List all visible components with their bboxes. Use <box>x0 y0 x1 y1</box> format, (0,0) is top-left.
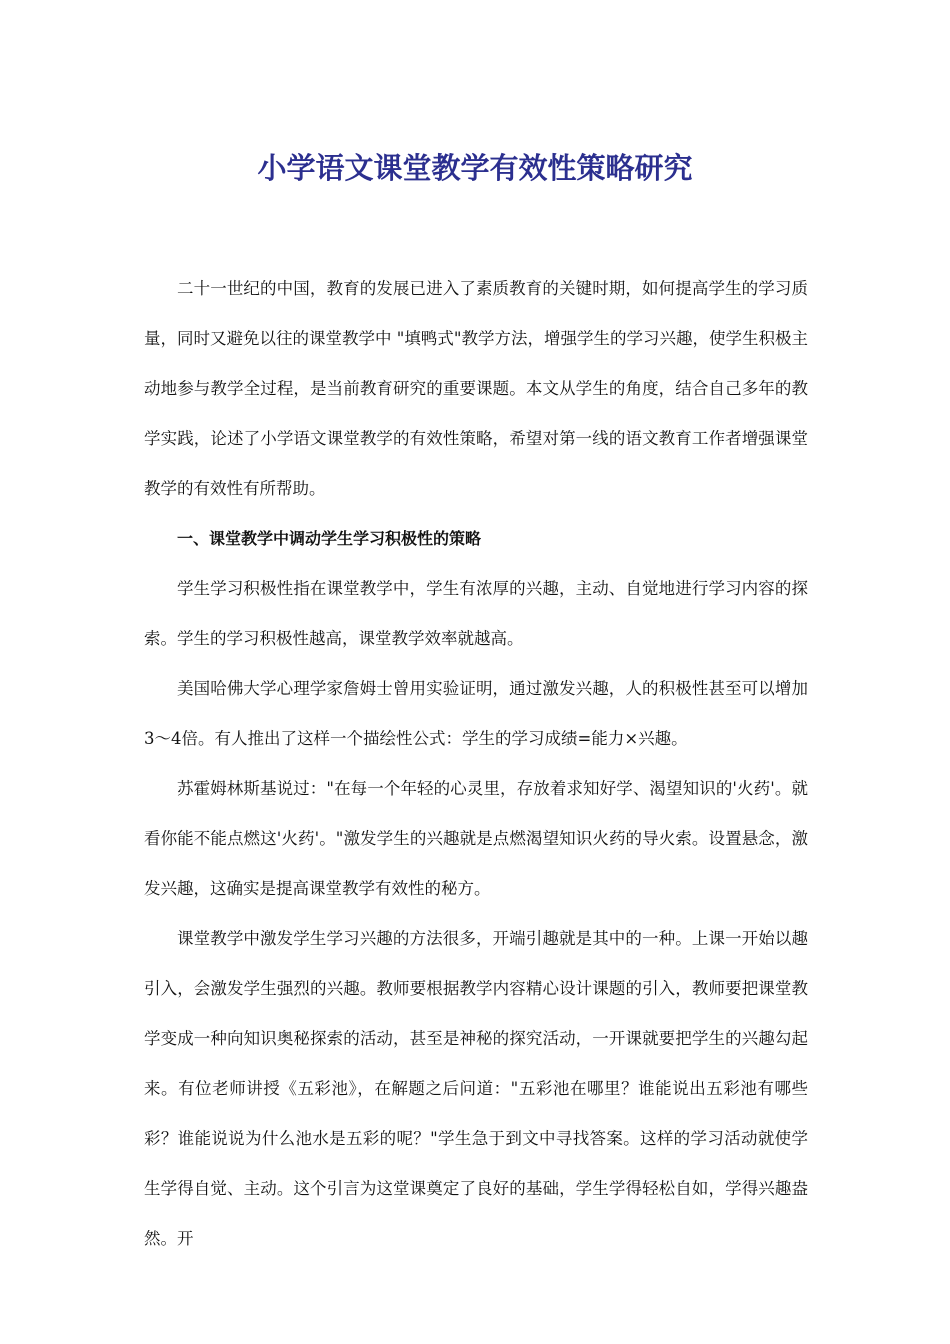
body-paragraph: 学生学习积极性指在课堂教学中，学生有浓厚的兴趣，主动、自觉地进行学习内容的探索。学生的学习积极性越高，课堂教学效率就越高。 <box>144 579 808 648</box>
body-paragraph: 课堂教学中激发学生学习兴趣的方法很多，开端引趣就是其中的一种。上课一开始以趣引入，会激发学生强烈的兴趣。教师要根据教学内容精心设计课题的引入，教师要把课堂教学变成一种向知识奥秘探索的活动，甚至是神秘的探究活动，一开课就要把学生的兴趣勾起来。有位老师讲授《五彩池》，在解题之后问道："五彩池在哪里？谁能说出五彩池有哪些彩？谁能说说为什么池水是五彩的呢？"学生急于到文中寻找答案。这样的学习活动就使学生学得自觉、主动。这个引言为这堂课奠定了良好的基础，学生学得轻松自如，学得兴趣盎然。开 <box>144 929 808 1248</box>
document-body <box>144 264 808 1264</box>
intro-paragraph: 二十一世纪的中国，教育的发展已进入了素质教育的关键时期，如何提高学生的学习质量，同时又避免以往的课堂教学中 "填鸭式"教学方法，增强学生的学习兴趣，使学生积极主动地参与教学全过程，是当前教育研究的重要课题。本文从学生的角度，结合自己多年的教学实践，论述了小学语文课堂教学的有效性策略，希望对第一线的语文教育工作者增强课堂教学的有效性有所帮助。 <box>144 279 808 498</box>
body-paragraph: 苏霍姆林斯基说过："在每一个年轻的心灵里，存放着求知好学、渴望知识的'火药'。就看你能不能点燃这'火药'。"激发学生的兴趣就是点燃渴望知识火药的导火索。设置悬念，激发兴趣，这确实是提高课堂教学有效性的秘方。 <box>144 779 808 898</box>
body-paragraph: 美国哈佛大学心理学家詹姆士曾用实验证明，通过激发兴趣，人的积极性甚至可以增加3～4倍。有人推出了这样一个描绘性公式：学生的学习成绩=能力×兴趣。 <box>144 679 808 748</box>
document-title: 小学语文课堂教学有效性策略研究 <box>257 151 693 185</box>
section-heading: 一、课堂教学中调动学生学习积极性的策略 <box>177 529 482 548</box>
